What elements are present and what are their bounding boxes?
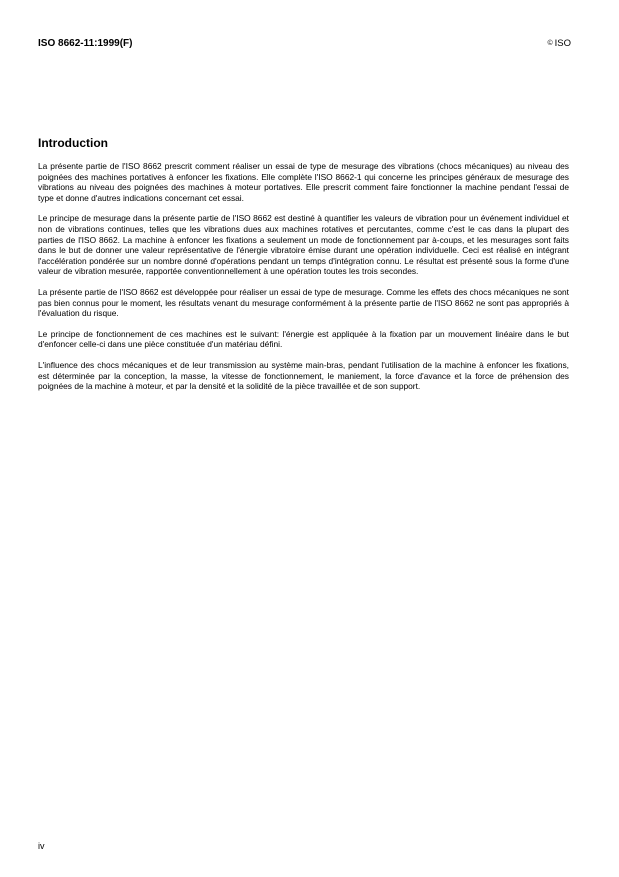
- paragraph: Le principe de mesurage dans la présente partie de l'ISO 8662 est destiné à quantifier les valeurs de vibration pour un événement individuel et non de vibrations continues, telles que les vibrations dues aux machines rotatives et percutantes, comme c'est le cas dans la plupart des parties de l'ISO 8662. La machine à enfoncer les fixations a seulement un mode de fonctionnement par à-coups, et les mesurages sont faits dans le but de donner une valeur représentative de l'énergie vibratoire émise durant une opération individuelle. Ceci est réalisé en intégrant l'accélération pondérée sur un nombre donné d'opérations pendant un temps d'intégration connu. Le résultat est présenté sous la forme d'une valeur de vibration mesurée, rapportée conventionnellement à une opération toutes les trois secondes.: [38, 213, 569, 277]
- copyright-org: ISO: [554, 38, 571, 49]
- paragraph: L'influence des chocs mécaniques et de leur transmission au système main-bras, pendant l'utilisation de la machine à enfoncer les fixations, est déterminée par la conception, la masse, la vitesse de fonctionnement, le maniement, la force d'avance et la force de préhension des poignées de la machine à moteur, et par la densité et la solidité de la pièce travaillée et de son support.: [38, 359, 569, 392]
- paragraph: Le principe de fonctionnement de ces machines est le suivant: l'énergie est appliquée à la fixation par un mouvement linéaire dans le but d'enfoncer celle-ci dans une pièce constituée d'un matériau défini.: [38, 328, 569, 350]
- copyright-notice: [547, 38, 571, 49]
- paragraph: La présente partie de l'ISO 8662 prescrit comment réaliser un essai de type de mesurage des vibrations (chocs mécaniques) au niveau des poignées des machines portatives à enfoncer les fixations. Elle complète l'ISO 8662-1 qui concerne les principes généraux de mesurage des vibrations au niveau des poignées des machines à moteur portatives. Elle prescrit comment faire fonctionner la machine pendant l'essai de type et donne d'autres indications concernant cet essai.: [38, 161, 569, 203]
- document-id: ISO 8662-11:1999(F): [38, 38, 133, 49]
- section-body: [38, 161, 569, 402]
- paragraph: La présente partie de l'ISO 8662 est développée pour réaliser un essai de type de mesurage. Comme les effets des chocs mécaniques ne sont pas bien connus pour le moment, les résultats venant du mesurage conformément à la présente partie de l'ISO 8662 ne sont pas appropriés à l'évaluation du risque.: [38, 286, 569, 319]
- page-number: iv: [38, 841, 45, 851]
- copyright-symbol: ©: [547, 40, 553, 47]
- section-title: Introduction: [38, 136, 108, 150]
